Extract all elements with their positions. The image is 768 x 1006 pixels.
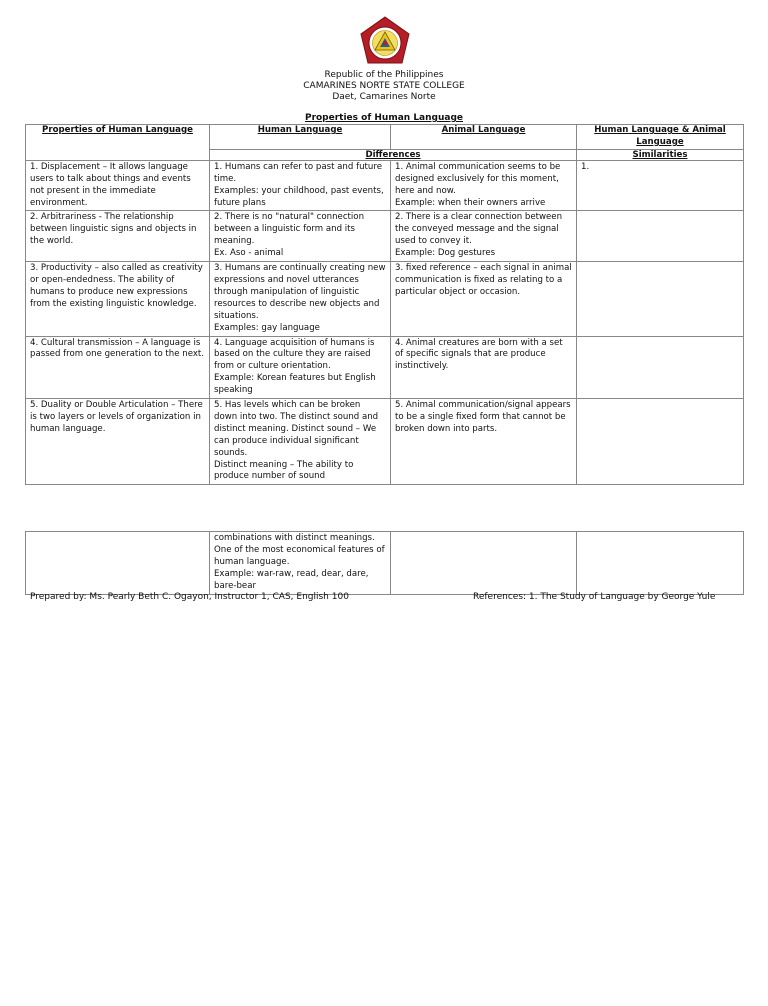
similarity-cell xyxy=(577,532,744,595)
animal-cell: 2. There is a clear connection between the conveyed message and the signal used to convey it. Example: Dog gestures xyxy=(391,211,577,262)
college-location: Daet, Camarines Norte xyxy=(332,92,436,102)
table-row xyxy=(26,399,744,485)
property-cell: 2. Arbitrariness - The relationship between linguistic signs and objects in the world. xyxy=(26,211,210,262)
table-header-row xyxy=(26,125,744,150)
properties-table-continued xyxy=(25,531,744,595)
animal-cell: 3. fixed reference – each signal in animal communication is fixed as relating to a particular object or occasion. xyxy=(391,262,577,336)
human-cell: 2. There is no "natural" connection between a linguistic form and its meaning. Ex. Aso - animal xyxy=(210,211,391,262)
column-header-both: Human Language & Animal Language xyxy=(577,125,744,150)
similarity-cell xyxy=(577,399,744,485)
similarity-cell xyxy=(577,336,744,399)
properties-table xyxy=(25,124,744,485)
document-title: Properties of Human Language xyxy=(304,113,464,123)
column-header-animal: Animal Language xyxy=(391,125,577,150)
animal-cell xyxy=(391,532,577,595)
property-cell: 5. Duality or Double Articulation – There is two layers or levels of organization in human language. xyxy=(26,399,210,485)
table-row xyxy=(26,160,744,211)
similarity-cell xyxy=(577,211,744,262)
property-cell: 4. Cultural transmission – A language is passed from one generation to the next. xyxy=(26,336,210,399)
republic-line: Republic of the Philippines xyxy=(324,70,444,80)
table-row xyxy=(26,211,744,262)
table-row xyxy=(26,532,744,595)
human-cell: 5. Has levels which can be broken down into two. The distinct sound and distinct meaning. Distinct sound – We can produce individual significant sounds. Distinct meaning – The ability to produce number of sound xyxy=(210,399,391,485)
human-cell: combinations with distinct meanings. One of the most economical features of human language. Example: war-raw, read, dear, dare, bare-bear xyxy=(210,532,391,595)
property-cell xyxy=(26,532,210,595)
table-row xyxy=(26,336,744,399)
property-cell: 1. Displacement – It allows language users to talk about things and events not present in the immediate environment. xyxy=(26,160,210,211)
animal-cell: 1. Animal communication seems to be designed exclusively for this moment, here and now. Example: when their owners arrive xyxy=(391,160,577,211)
similarity-cell xyxy=(577,262,744,336)
human-cell: 1. Humans can refer to past and future time. Examples: your childhood, past events, future plans xyxy=(210,160,391,211)
human-cell: 3. Humans are continually creating new expressions and novel utterances through manipulation of linguistic resources to describe new objects and situations. Examples: gay language xyxy=(210,262,391,336)
college-name: CAMARINES NORTE STATE COLLEGE xyxy=(303,81,465,91)
human-cell: 4. Language acquisition of humans is based on the culture they are raised from or culture orientation. Example: Korean features but English speaking xyxy=(210,336,391,399)
column-header-properties: Properties of Human Language xyxy=(26,125,210,161)
references: References: 1. The Study of Language by George Yule xyxy=(473,592,716,602)
similarities-header: Similarities xyxy=(577,149,744,160)
column-header-human: Human Language xyxy=(210,125,391,150)
table-row xyxy=(26,262,744,336)
differences-header: Differences xyxy=(210,149,577,160)
prepared-by: Prepared by: Ms. Pearly Beth C. Ogayon, Instructor 1, CAS, English 100 xyxy=(30,592,349,602)
animal-cell: 5. Animal communication/signal appears to be a single fixed form that cannot be broken down into parts. xyxy=(391,399,577,485)
property-cell: 3. Productivity – also called as creativity or open-endedness. The ability of humans to produce new expressions from the existing linguistic knowledge. xyxy=(26,262,210,336)
animal-cell: 4. Animal creatures are born with a set of specific signals that are produce instinctively. xyxy=(391,336,577,399)
college-seal xyxy=(359,16,411,68)
similarity-cell: 1. xyxy=(577,160,744,211)
